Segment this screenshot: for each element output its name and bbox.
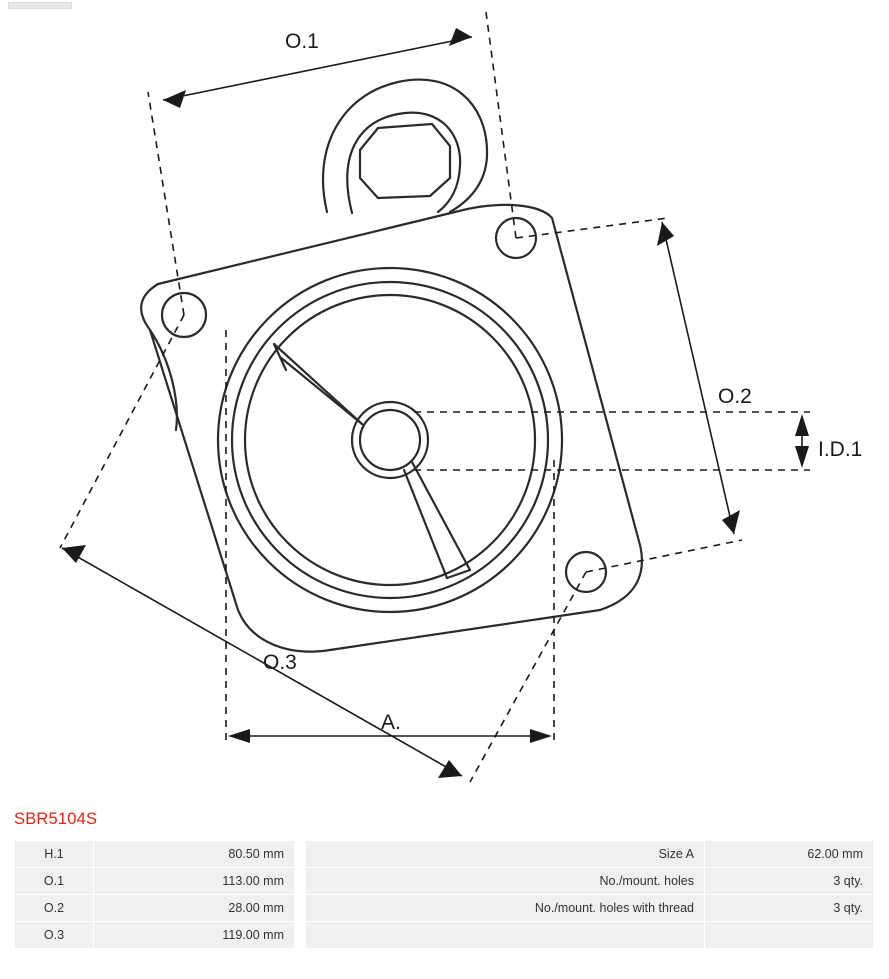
table-spacer xyxy=(295,868,306,895)
dim-label-o1: O.1 xyxy=(285,30,319,53)
flange-circle-inner xyxy=(245,295,535,585)
dim-label-id1: I.D.1 xyxy=(818,438,863,461)
arrowhead-a-left xyxy=(228,729,250,743)
arrowhead-o2-bottom xyxy=(722,510,740,534)
spec-label: O.2 xyxy=(15,895,94,922)
arrowhead-o3-end xyxy=(438,760,462,778)
arrowhead-o1-right xyxy=(449,28,472,46)
specification-table xyxy=(14,840,874,949)
ext-line-o2-top xyxy=(516,218,668,238)
top-bracket-aperture xyxy=(360,124,450,198)
table-row xyxy=(15,895,874,922)
table-row xyxy=(15,841,874,868)
spec-label-right: No./mount. holes xyxy=(306,868,705,895)
spec-label: O.1 xyxy=(15,868,94,895)
dim-label-o3: O.3 xyxy=(263,651,297,674)
spec-label: H.1 xyxy=(15,841,94,868)
rib-lower-right xyxy=(412,462,470,570)
spec-value: 28.00 mm xyxy=(94,895,295,922)
rib-upper-left-b xyxy=(280,357,362,424)
ext-line-o2-bottom xyxy=(586,540,742,572)
spec-label: O.3 xyxy=(15,922,94,949)
arrowhead-o1-left xyxy=(163,90,186,108)
spec-value: 119.00 mm xyxy=(94,922,295,949)
spec-label-right: No./mount. holes with thread xyxy=(306,895,705,922)
spec-value-right xyxy=(705,922,874,949)
arrowhead-a-right xyxy=(530,729,552,743)
arrowhead-o2-top xyxy=(657,222,674,246)
arrowhead-id1-top xyxy=(795,414,809,436)
dim-label-a: A. xyxy=(381,711,401,734)
spec-label-right: Size A xyxy=(306,841,705,868)
table-row xyxy=(15,922,874,949)
dim-line-o2 xyxy=(662,222,734,534)
ext-line-o3-end xyxy=(470,572,586,782)
spec-value: 80.50 mm xyxy=(94,841,295,868)
table-spacer xyxy=(295,895,306,922)
flange-circle-outer xyxy=(218,268,562,612)
table-spacer xyxy=(295,841,306,868)
spec-value-right: 3 qty. xyxy=(705,895,874,922)
arrowhead-id1-bottom xyxy=(795,446,809,468)
spec-value: 113.00 mm xyxy=(94,868,295,895)
part-code: SBR5104S xyxy=(14,810,98,828)
dim-label-o2: O.2 xyxy=(718,385,752,408)
spec-label-right xyxy=(306,922,705,949)
spec-value-right: 3 qty. xyxy=(705,868,874,895)
bore-circle-inner xyxy=(360,410,420,470)
flange-circle-mid xyxy=(232,282,548,598)
bore-circle-outer xyxy=(352,402,428,478)
dim-line-o3 xyxy=(62,548,462,776)
table-row xyxy=(15,868,874,895)
spec-value-right: 62.00 mm xyxy=(705,841,874,868)
ext-line-o3-start xyxy=(60,315,184,548)
table-spacer xyxy=(295,922,306,949)
